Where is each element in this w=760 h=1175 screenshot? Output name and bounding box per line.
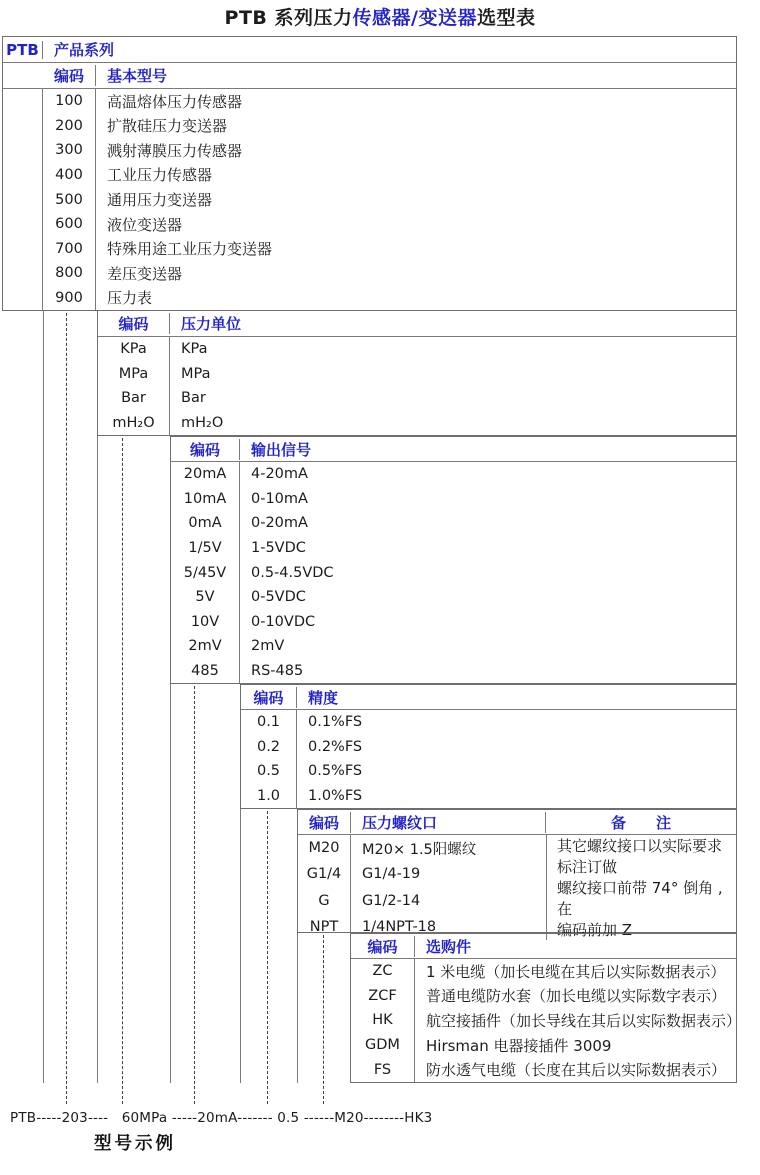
value-cell: 普通电缆防水套（加长电缆以实际数字表示） [426,987,727,1006]
value-cell: 特殊用途工业压力变送器 [107,240,273,259]
value-cell: 0-5VDC [251,589,306,606]
table-row [171,634,736,659]
code-cell: MPa [98,362,170,387]
thread-table [297,809,737,939]
note-line: 其它螺纹接口以实际要求 [557,837,723,855]
product-series-table [2,36,737,311]
spacer-cell [3,89,43,114]
code-cell: 5V [171,585,240,610]
header-row [98,311,736,337]
code-cell: 900 [43,286,96,311]
code-cell: HK [351,1008,415,1033]
value-cell: 压力表 [107,289,153,308]
code-cell: 400 [43,163,96,188]
spacer-cell [3,286,43,311]
body [98,337,736,435]
title-suffix: 选型表 [476,7,536,29]
body [171,462,736,683]
code-cell: 10mA [171,487,240,512]
value-header: 精度 [308,688,339,707]
code-cell: 1/5V [171,536,240,561]
table-row [171,487,736,512]
body [351,959,742,1082]
note-cell [547,835,736,940]
code-cell: ZCF [351,984,415,1009]
code-cell: GDM [351,1033,415,1058]
code-header: 编码 [298,812,351,833]
value-cell: 航空接插件（加长导线在其后以实际数据表示） [426,1011,742,1030]
code-header: 编码 [241,687,297,708]
table-row [298,835,546,861]
table-row [351,984,736,1009]
table-row [3,261,736,286]
code-cell: 100 [43,89,96,114]
code-cell: 700 [43,236,96,261]
value-cell: 扩散硅压力变送器 [107,117,228,136]
value-cell: 防水透气电缆（长度在其后以实际数据表示） [426,1061,727,1080]
value-cell: 0.5-4.5VDC [251,564,334,581]
value-cell: KPa [181,341,208,358]
value-cell: 2mV [251,638,285,655]
header-row [351,934,736,959]
table-row [98,386,736,411]
body [298,835,736,940]
value-header: 输出信号 [251,440,312,459]
table-row [3,89,736,114]
table-row [241,784,736,809]
code-cell: FS [351,1057,415,1082]
value-header: 压力螺纹口 [351,812,546,833]
value-cell: 1 米电缆（加长电缆在其后以实际数据表示） [426,962,726,981]
value-cell: MPa [181,365,211,382]
table-row [171,560,736,585]
code-cell: 800 [43,261,96,286]
code-cell: 500 [43,187,96,212]
value-cell: M20× 1.5阳螺纹 [362,841,477,858]
code-cell: 200 [43,114,96,139]
value-cell: 0-10mA [251,490,308,507]
table-row [171,659,736,684]
table-row [351,959,736,984]
code-cell: G [298,888,351,914]
value-cell: 4-20mA [251,466,308,483]
code-header: 编码 [171,439,240,460]
code-cell: 600 [43,212,96,237]
note-line: 编码前加 Z [557,921,633,939]
code-cell: NPT [298,914,351,940]
continuation-line-solid [240,809,241,1083]
table-row [3,187,736,212]
series-header-row [3,37,736,63]
table-row [98,337,736,362]
value-cell: RS-485 [251,662,304,679]
table-row [98,411,736,436]
code-cell: 0.5 [241,759,297,784]
value-cell: 通用压力变送器 [107,191,213,210]
value-cell: 高温熔体压力传感器 [107,92,243,111]
value-cell: Bar [181,390,206,407]
continuation-line-solid [97,436,98,1083]
value-cell: 1/4NPT-18 [362,918,437,935]
table-row [171,536,736,561]
thread-rows [298,835,547,940]
code-cell: Bar [98,386,170,411]
spacer-cell [3,163,43,188]
series-subheader-row [3,63,736,89]
value-cell: mH₂O [181,414,224,431]
code-cell: 0mA [171,511,240,536]
table-row [3,212,736,237]
code-cell: M20 [298,835,351,861]
value-header: 压力单位 [181,315,242,333]
value-cell: G1/4-19 [362,866,421,883]
table-row [3,286,736,311]
code-header: 编码 [43,65,96,86]
code-cell: 0.1 [241,710,297,735]
value-cell: 0.5%FS [308,763,363,780]
value-cell: 工业压力传感器 [107,166,213,185]
code-cell: 5/45V [171,560,240,585]
value-cell: 0.2%FS [308,738,363,755]
table-row [351,1033,736,1058]
table-row [241,759,736,784]
value-cell: G1/2-14 [362,892,421,909]
table-row [3,163,736,188]
spacer-cell [3,261,43,286]
code-cell: 0.2 [241,735,297,760]
value-cell: 1-5VDC [251,539,306,556]
series-body [3,89,736,310]
value-cell: Hirsman 电器接插件 3009 [426,1036,612,1055]
code-cell: 1.0 [241,784,297,809]
table-row [298,888,546,914]
value-cell: 0-20mA [251,515,308,532]
page-title [0,3,760,30]
continuation-line-dashed [66,313,67,1104]
code-cell: mH₂O [98,411,170,436]
spacer-cell [3,138,43,163]
continuation-line-dashed [122,438,123,1104]
example-model-line: PTB-----203---- 60MPa -----20mA------- 0.5 ------M20--------HK3 [10,1110,433,1126]
table-row [171,511,736,536]
table-row [171,585,736,610]
output-signal-table [170,436,737,684]
code-cell: ZC [351,959,415,984]
header-row [298,810,736,835]
value-cell: 0.1%FS [308,714,363,731]
pressure-unit-table [97,310,737,436]
table-row [351,1057,736,1082]
title-prefix: PTB 系列压力 [224,7,353,29]
continuation-line-dashed [267,811,268,1104]
table-row [171,609,736,634]
header-row [171,437,736,462]
code-cell: 485 [171,659,240,684]
table-row [351,1008,742,1033]
code-cell: 2mV [171,634,240,659]
code-cell: G1/4 [298,861,351,887]
body [241,710,736,808]
spacer-cell [3,114,43,139]
value-cell: 差压变送器 [107,264,183,283]
value-header: 选购件 [426,937,472,956]
code-cell: 300 [43,138,96,163]
table-row [3,114,736,139]
code-cell: 20mA [171,462,240,487]
note-header: 备 注 [610,813,671,832]
series-label-cell: 产品系列 [54,41,115,59]
value-header: 基本型号 [107,67,168,85]
spacer-cell [3,187,43,212]
continuation-line-solid [170,684,171,1083]
example-caption: 型号示例 [94,1134,176,1154]
continuation-line-solid [297,933,298,1083]
value-cell: 0-10VDC [251,613,316,630]
header-row [241,685,736,710]
accuracy-table [240,684,737,809]
table-row [3,236,736,261]
continuation-line-dashed [323,935,324,1104]
table-row [3,138,736,163]
note-line: 螺纹接口前带 74° 倒角 ,在 [557,879,723,918]
table-row [98,362,736,387]
spacer-cell [3,236,43,261]
note-line: 标注订做 [557,858,618,876]
spacer-cell [3,212,43,237]
continuation-line-dashed [194,686,195,1104]
table-row [171,462,736,487]
options-table [350,933,742,1083]
title-highlight: 传感器/变送器 [352,7,477,29]
code-cell: 10V [171,609,240,634]
continuation-line-solid [43,311,44,1083]
model-prefix-cell: PTB [3,41,43,59]
code-header: 编码 [351,936,415,957]
value-cell: 液位变送器 [107,215,183,234]
code-header: 编码 [98,313,170,334]
table-row [241,710,736,735]
table-row [241,735,736,760]
code-cell: KPa [98,337,170,362]
value-cell: 1.0%FS [308,787,363,804]
value-cell: 溅射薄膜压力传感器 [107,141,243,160]
table-row [298,861,546,887]
